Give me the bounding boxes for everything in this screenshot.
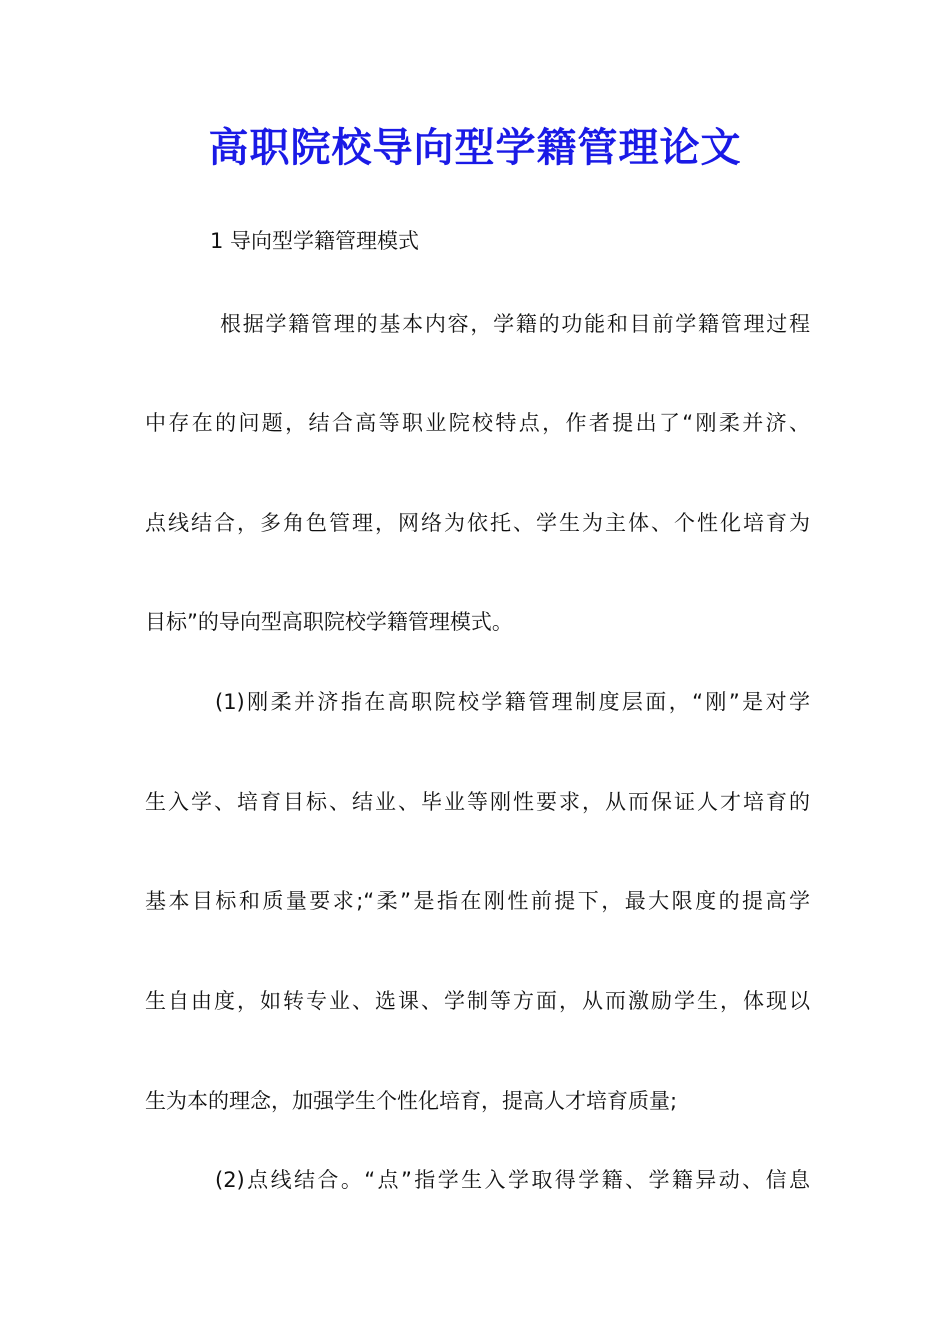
paragraph-1-line-1: 根据学籍管理的基本内容，学籍的功能和目前学籍管理过程 <box>220 312 810 336</box>
paragraph-2-line-2: 生入学、培育目标、结业、毕业等刚性要求，从而保证人才培育的 <box>145 790 810 814</box>
document-title: 高职院校导向型学籍管理论文 <box>208 124 742 171</box>
paragraph-1-line-4: 目标”的导向型高职院校学籍管理模式。 <box>145 610 513 634</box>
paragraph-2-line-4: 生自由度，如转专业、选课、学制等方面，从而激励学生，体现以 <box>145 989 810 1013</box>
paragraph-2-line-3: 基本目标和质量要求;“柔”是指在刚性前提下，最大限度的提高学 <box>145 889 810 913</box>
section-heading: 1 导向型学籍管理模式 <box>210 229 420 253</box>
paragraph-2-line-1: (1)刚柔并济指在高职院校学籍管理制度层面，“刚”是对学 <box>215 690 810 714</box>
paragraph-3-line-1: (2)点线结合。“点”指学生入学取得学籍、学籍异动、信息 <box>215 1168 810 1192</box>
paragraph-2-line-5: 生为本的理念，加强学生个性化培育，提高人才培育质量; <box>145 1089 678 1113</box>
paragraph-1-line-3: 点线结合，多角色管理，网络为依托、学生为主体、个性化培育为 <box>145 511 810 535</box>
paragraph-1-line-2: 中存在的问题，结合高等职业院校特点，作者提出了“刚柔并济、 <box>145 411 810 435</box>
